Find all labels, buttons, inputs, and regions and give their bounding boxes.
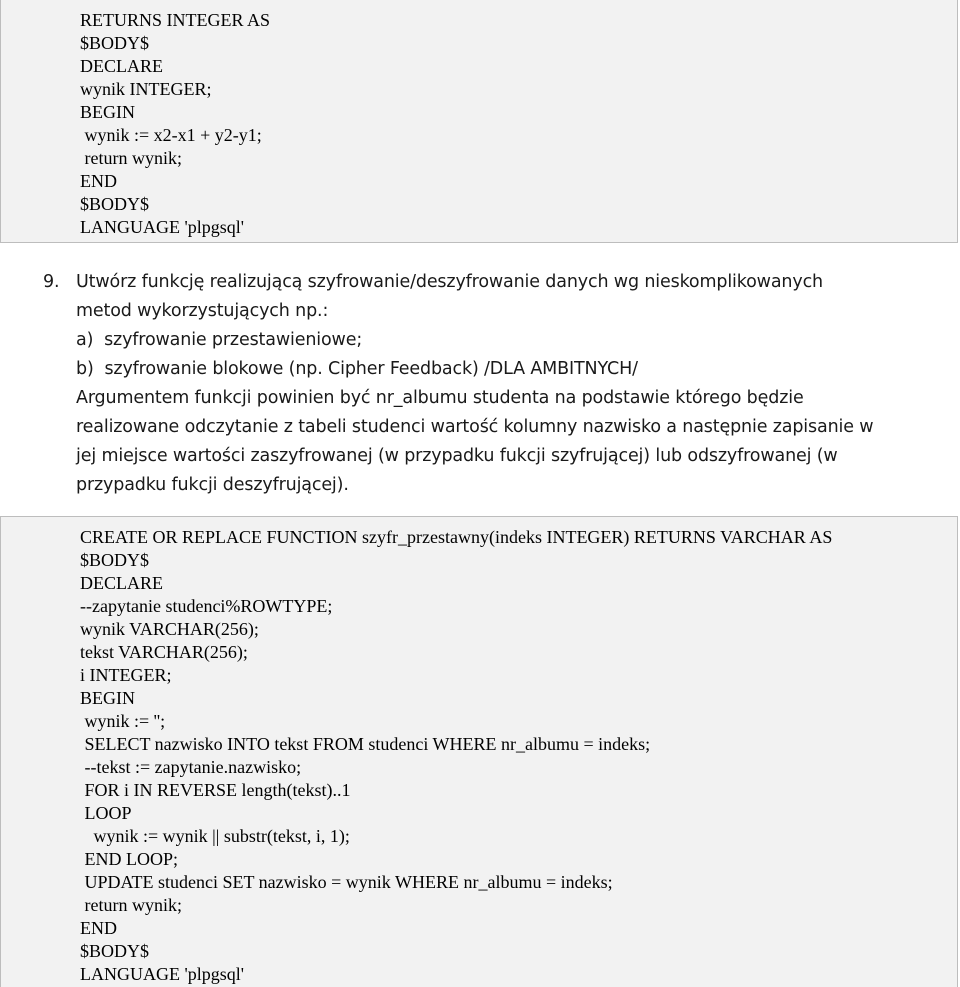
task-line: b) szyfrowanie blokowe (np. Cipher Feedback) /DLA AMBITNYCH/ xyxy=(76,359,638,379)
code-line: END xyxy=(80,918,117,938)
code-line: --zapytanie studenci%ROWTYPE; xyxy=(80,596,333,616)
code-line: $BODY$ xyxy=(80,550,150,570)
task-description xyxy=(76,268,958,500)
code-line: wynik := x2-x1 + y2-y1; xyxy=(80,125,262,145)
task-line: jej miejsce wartości zaszyfrowanej (w przypadku fukcji szyfrującej) lub odszyfrowanej (w xyxy=(76,446,838,466)
code-line: i INTEGER; xyxy=(80,665,172,685)
task-line: a) szyfrowanie przestawieniowe; xyxy=(76,330,363,350)
code-line: DECLARE xyxy=(80,573,163,593)
code-line: FOR i IN REVERSE length(tekst)..1 xyxy=(80,780,351,800)
task-line: realizowane odczytanie z tabeli studenci wartość kolumny nazwisko a następnie zapisanie w xyxy=(76,417,874,437)
code-line: LOOP xyxy=(80,803,132,823)
code-line: CREATE OR REPLACE FUNCTION szyfr_przestawny(indeks INTEGER) RETURNS VARCHAR AS xyxy=(80,527,833,547)
code-line: END xyxy=(80,171,117,191)
code-line: UPDATE studenci SET nazwisko = wynik WHERE nr_albumu = indeks; xyxy=(80,872,613,892)
code-line: wynik VARCHAR(256); xyxy=(80,619,259,639)
code-line: END LOOP; xyxy=(80,849,178,869)
code-line: LANGUAGE 'plpgsql' xyxy=(80,217,244,237)
code-line: --tekst := zapytanie.nazwisko; xyxy=(80,757,302,777)
code-line: wynik := ''; xyxy=(80,711,166,731)
code-line: BEGIN xyxy=(80,688,135,708)
code-line: wynik INTEGER; xyxy=(80,79,212,99)
code-line: $BODY$ xyxy=(80,194,150,214)
code-block-2 xyxy=(0,516,958,987)
task-number: 9. xyxy=(43,272,60,292)
task-line: Utwórz funkcję realizującą szyfrowanie/deszyfrowanie danych wg nieskomplikowanych xyxy=(76,272,823,292)
code-line: DECLARE xyxy=(80,56,163,76)
code-line: wynik := wynik || substr(tekst, i, 1); xyxy=(80,826,350,846)
code-line: return wynik; xyxy=(80,895,182,915)
task-line: metod wykorzystujących np.: xyxy=(76,301,329,321)
task-line: przypadku fukcji deszyfrującej). xyxy=(76,475,349,495)
code-line: return wynik; xyxy=(80,148,182,168)
code-block-1 xyxy=(0,0,958,243)
code-line: BEGIN xyxy=(80,102,135,122)
code-line: tekst VARCHAR(256); xyxy=(80,642,248,662)
code-line: $BODY$ xyxy=(80,33,150,53)
code-line: SELECT nazwisko INTO tekst FROM studenci WHERE nr_albumu = indeks; xyxy=(80,734,651,754)
code-line: LANGUAGE 'plpgsql' xyxy=(80,964,244,984)
code-line: RETURNS INTEGER AS xyxy=(80,10,271,30)
task-line: Argumentem funkcji powinien być nr_albumu studenta na podstawie którego będzie xyxy=(76,388,804,408)
code-line: $BODY$ xyxy=(80,941,150,961)
